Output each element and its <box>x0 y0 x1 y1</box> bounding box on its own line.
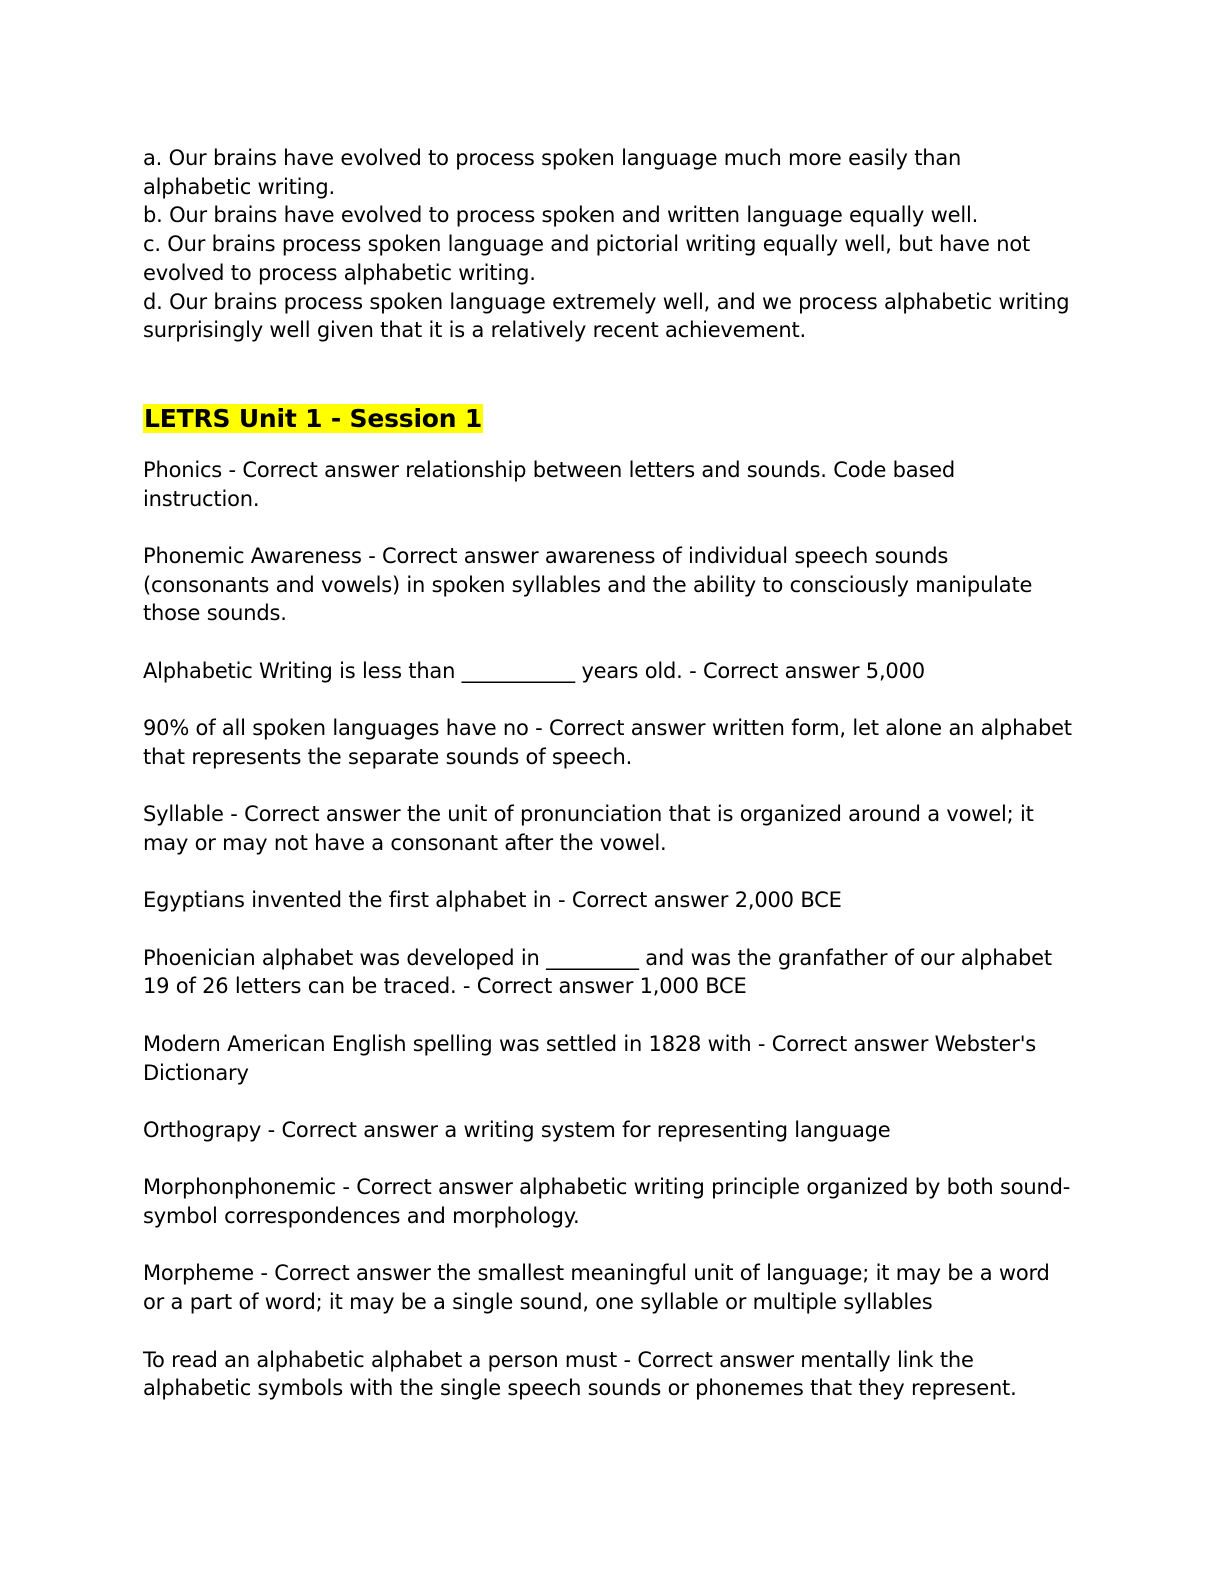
entry-egyptians: Egyptians invented the first alphabet in - Correct answer 2,000 BCE <box>143 888 842 913</box>
entry-phonemic-awareness: Phonemic Awareness - Correct answer awareness of individual speech sounds (consonants and vowels) in spoken syllables and the ability to consciously manipulate those sounds. <box>143 544 1033 626</box>
entry-morphophonemic: Morphonphonemic - Correct answer alphabetic writing principle organized by both sound-symbol correspondences and morphology. <box>143 1175 1071 1229</box>
entry-spoken-languages: 90% of all spoken languages have no - Correct answer written form, let alone an alphabet that represents the separate sounds of speech. <box>143 716 1072 769</box>
entry-alphabetic-writing-age: Alphabetic Writing is less than ___________ years old. - Correct answer 5,000 <box>143 658 925 683</box>
entry-reading-alphabet: To read an alphabetic alphabet a person must - Correct answer mentally link the alphabetic symbols with the single speech sounds or phonemes that they represent. <box>143 1347 1017 1401</box>
entry-phoenician: Phoenician alphabet was developed in _________ and was the granfather of our alphabet 19 of 26 letters can be traced. - Correct answer 1,000 BCE <box>143 945 1052 999</box>
flashcard-list <box>143 456 1073 1403</box>
option-d: d. Our brains process spoken language extremely well, and we process alphabetic writing surprisingly well given that it is a relatively recent achievement. <box>143 289 1070 343</box>
option-b: b. Our brains have evolved to process spoken and written language equally well. <box>143 203 979 228</box>
answer-options <box>143 144 1073 345</box>
document-page <box>143 144 1073 1403</box>
entry-phonics: Phonics - Correct answer relationship between letters and sounds. Code based instruction. <box>143 457 956 511</box>
entry-american-spelling: Modern American English spelling was settled in 1828 with - Correct answer Webster's Dictionary <box>143 1031 1037 1085</box>
option-a: a. Our brains have evolved to process spoken language much more easily than alphabetic writing. <box>143 146 962 199</box>
entry-morpheme: Morpheme - Correct answer the smallest meaningful unit of language; it may be a word or a part of word; it may be a single sound, one syllable or multiple syllables <box>143 1261 1050 1315</box>
option-c: c. Our brains process spoken language and pictorial writing equally well, but have not evolved to process alphabetic writing. <box>143 232 1030 285</box>
entry-orthography: Orthograpy - Correct answer a writing system for representing language <box>143 1117 891 1142</box>
section-title: LETRS Unit 1 - Session 1 <box>144 403 483 433</box>
entry-syllable: Syllable - Correct answer the unit of pronunciation that is organized around a vowel; it may or may not have a consonant after the vowel. <box>143 802 1034 855</box>
section-heading <box>143 402 1073 436</box>
